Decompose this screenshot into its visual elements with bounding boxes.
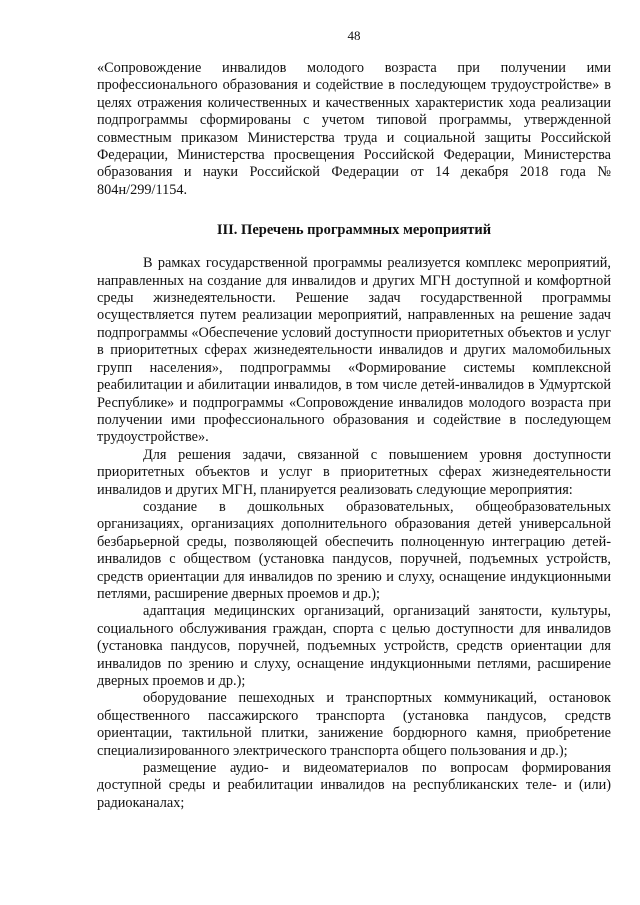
body-paragraph-2: Для решения задачи, связанной с повышением уровня доступности приоритетных объектов и услуг в приоритетных сферах жизнедеятельности инвалидов и других МГН, планируется реализовать следующие мероприятия: [97,446,611,498]
body-paragraph-1: В рамках государственной программы реализуется комплекс мероприятий, направленных на создание для инвалидов и других МГН доступной и комфортной среды жизнедеятельности. Решение задач государственной программы осуществляется путем реализации мероприятий, направленных на решение задач подпрограммы «Обеспечение условий доступности приоритетных объектов и услуг в приоритетных сферах жизнедеятельности инвалидов и других маломобильных групп населения», подпрограммы «Формирование системы комплексной реабилитации и абилитации инвалидов, в том числе детей-инвалидов в Удмуртской Республике» и подпрограммы «Сопровождение инвалидов молодого возраста при получении ими профессионального образования и содействие в последующем трудоустройстве». [97,255,611,446]
list-item-1: создание в дошкольных образовательных, общеобразовательных организациях, организациях дополнительного образования детей универсальной безбарьерной среды, позволяющей обеспечить полноценную интеграцию детей-инвалидов с обществом (установка пандусов, поручней, подъемных устройств, средств ориентации для инвалидов по зрению и слуху, оснащение индукционными петлями, расширение дверных проемов и др.); [97,498,611,602]
section-heading: III. Перечень программных мероприятий [216,222,492,239]
list-item-4: размещение аудио- и видеоматериалов по вопросам формирования доступной среды и реабилитации инвалидов на республиканских теле- и (или) радиоканалах; [97,760,611,811]
list-item-2: адаптация медицинских организаций, организаций занятости, культуры, социального обслуживания граждан, спорта с целью доступности для инвалидов (установка пандусов, поручней, подъемных устройств, средств ориентации для инвалидов по зрению и слуху, оснащение индукционными петлями, расширение дверных проемов и др.); [97,603,611,689]
intro-paragraph: «Сопровождение инвалидов молодого возраста при получении ими профессионального образования и содействие в последующем трудоустройстве» в целях отражения количественных и качественных характеристик хода реализации подпрограммы сформированы с учетом типовой программы, утвержденной совместным приказом Министерства труда и социальной защиты Российской Федерации, Министерства просвещения Российской Федерации, Министерства образования и науки Российской Федерации от 14 декабря 2018 года № 804н/299/1154. [97,60,611,198]
document-body [97,60,611,812]
list-item-3: оборудование пешеходных и транспортных коммуникаций, остановок общественного пассажирского транспорта (установка пандусов, средств ориентации, тактильной плитки, занижение бордюрного камня, приобретение специализированного электрического транспорта общего пользования и др.); [97,690,611,759]
page-number: 48 [347,28,361,43]
